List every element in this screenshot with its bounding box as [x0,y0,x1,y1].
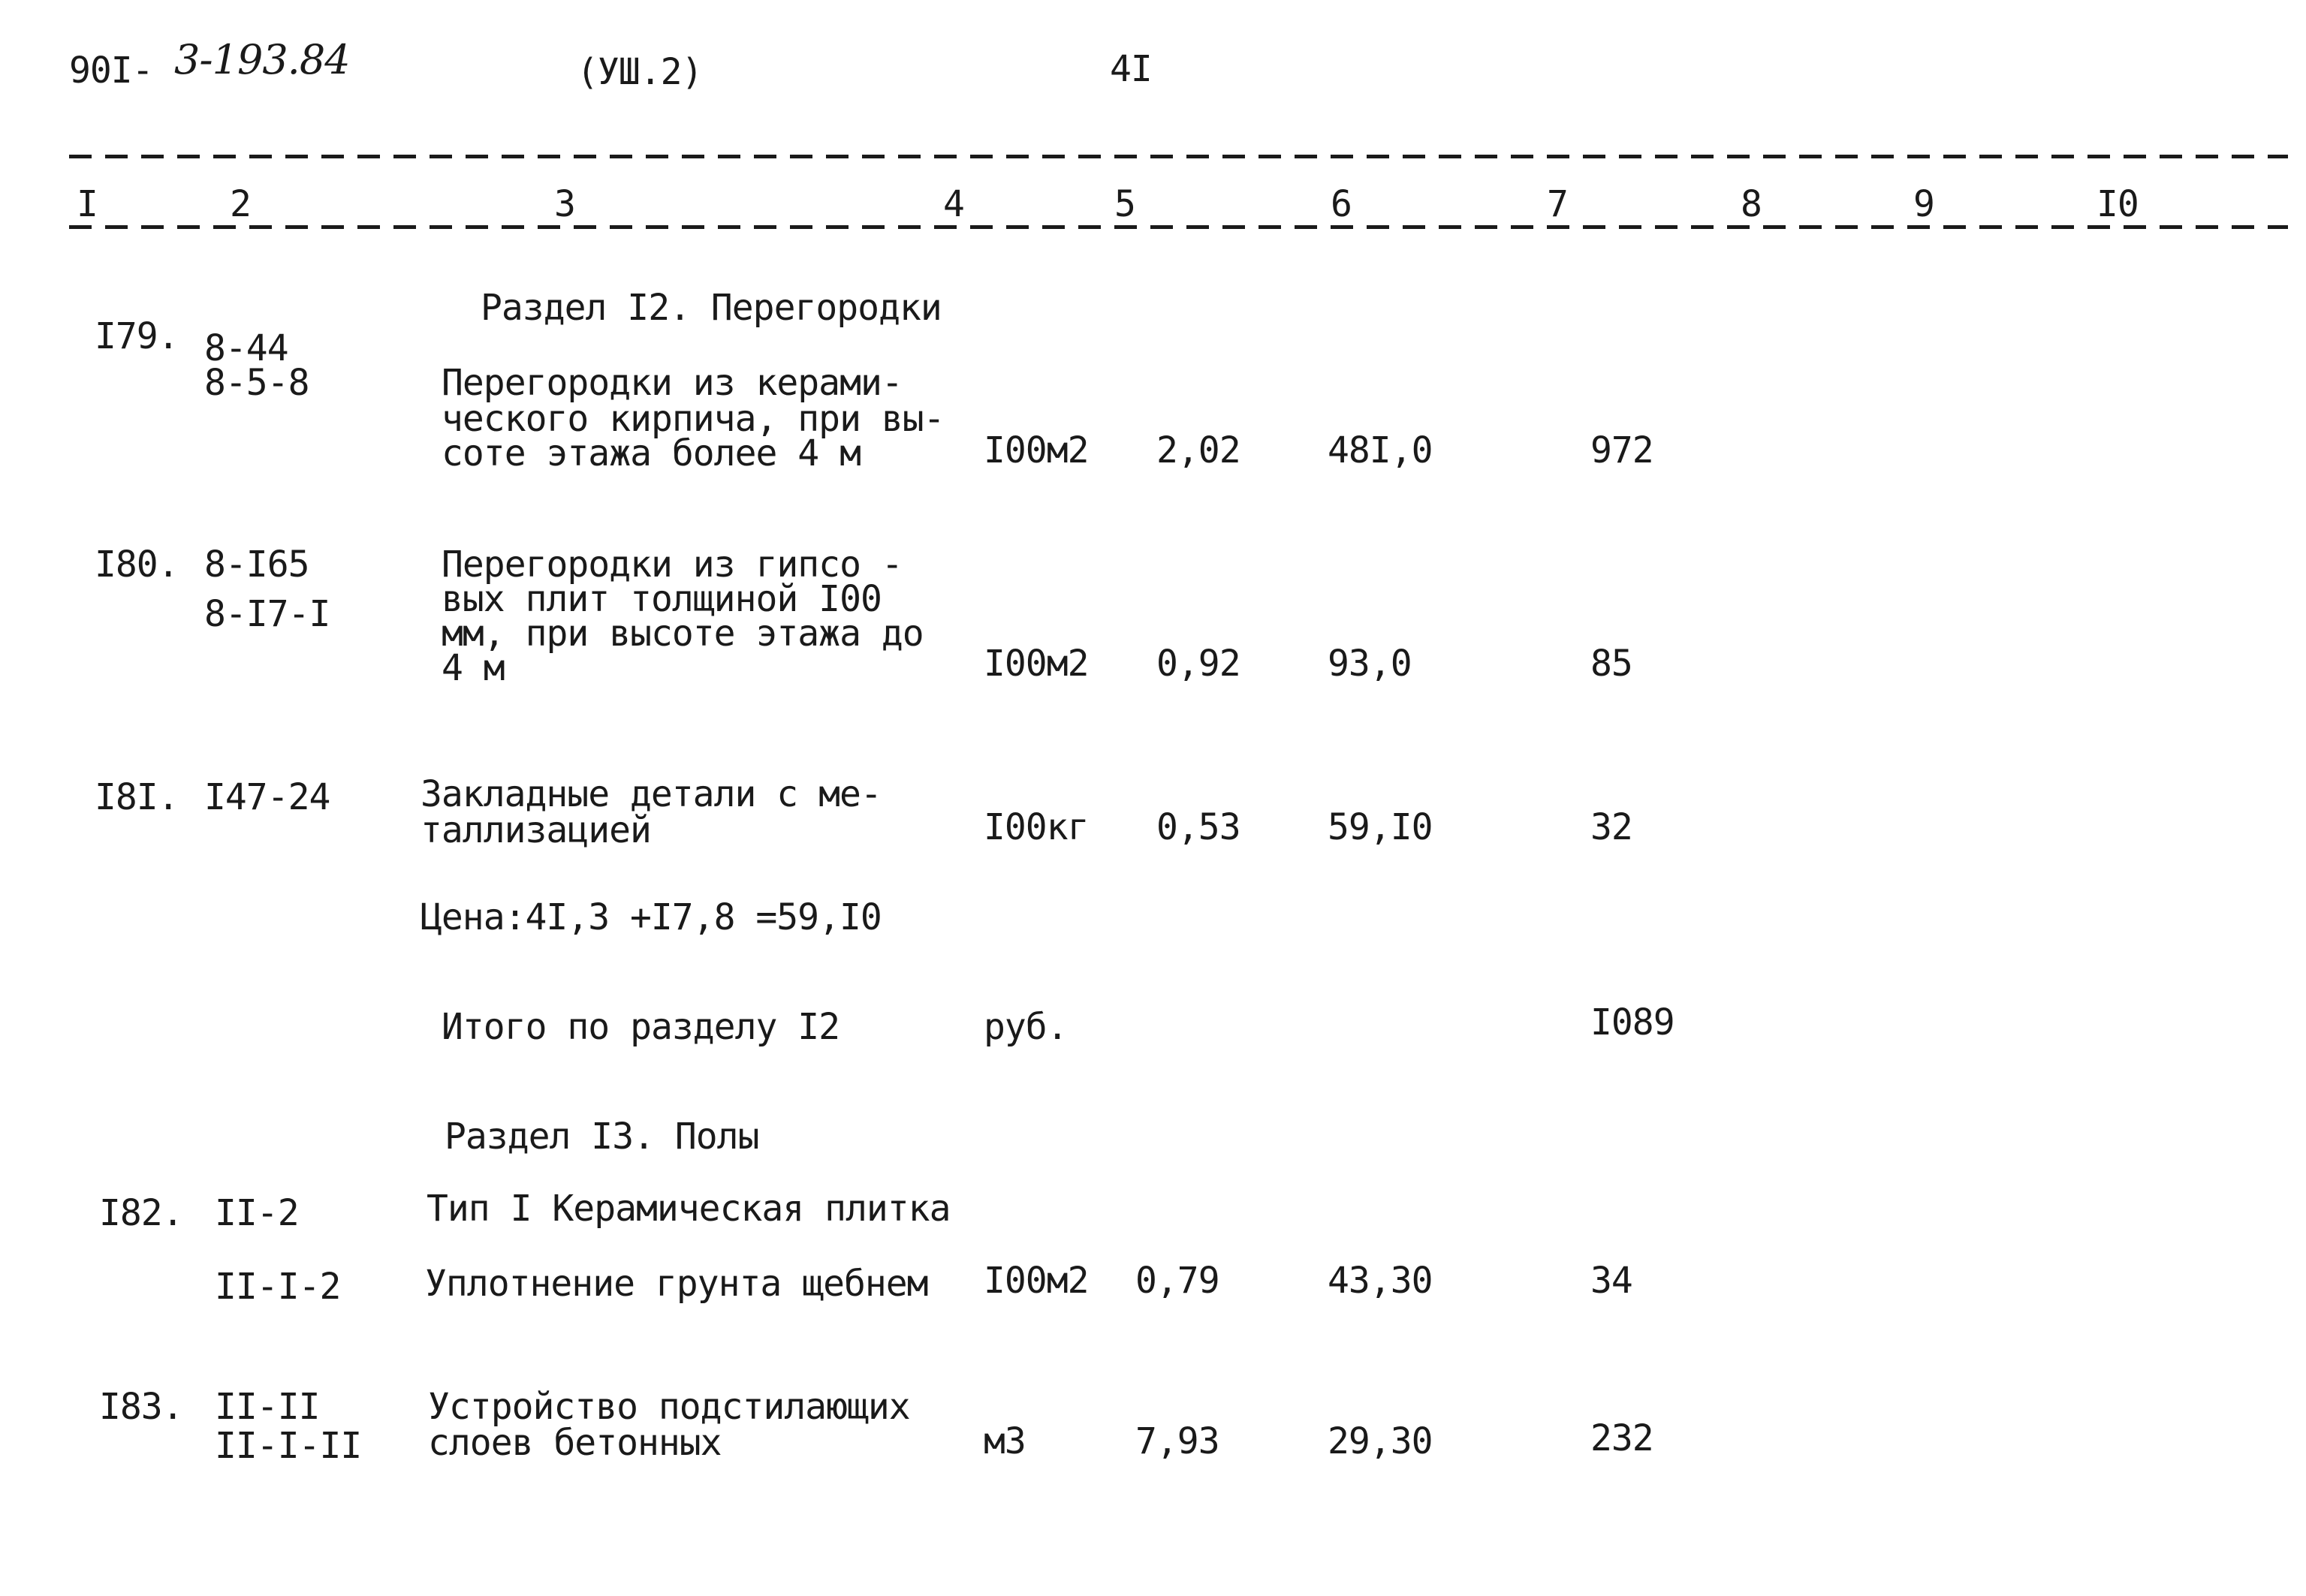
description-line: Перегородки из гипсо - [442,544,903,586]
norm-code: 8-5-8 [204,362,309,404]
top-rule [69,155,2288,158]
column-number: 6 [1331,183,1352,225]
description-line: Перегородки из керами- [442,362,903,404]
norm-code: II-2 [215,1192,299,1234]
unit: м3 [984,1420,1026,1462]
row-number: I79. [95,315,179,357]
row-number: I80. [95,544,179,586]
column-number: 5 [1114,183,1135,225]
price-note: Цена:4I,3 +I7,8 =59,I0 [421,896,882,938]
column-number: 4 [943,183,964,225]
quantity: 0,79 [1135,1260,1219,1302]
norm-code: II-I-II [215,1425,362,1467]
album-label: (УШ.2) [577,51,703,93]
column-number: 3 [554,183,575,225]
total-cost: 232 [1590,1417,1653,1459]
unit-price: 93,0 [1328,643,1412,685]
total-cost: 34 [1590,1260,1632,1302]
quantity: 0,53 [1156,806,1240,848]
unit-price: 43,30 [1328,1260,1433,1302]
section-subtitle: Тип I Керамическая плитка [427,1188,951,1230]
unit: I00м2 [984,643,1089,685]
column-number: I0 [2097,183,2139,225]
quantity: 0,92 [1156,643,1240,685]
description-line: Уплотнение грунта щебнем [425,1263,928,1305]
norm-code: 8-44 [204,327,288,369]
column-number: 2 [230,183,251,225]
column-number: 7 [1547,183,1568,225]
doc-code-handwritten: 3-193.84 [174,36,350,83]
row-number: I83. [99,1386,183,1428]
description-line: 4 м [442,647,505,689]
total-cost: 972 [1590,429,1653,471]
column-number: 9 [1913,183,1934,225]
section-title: Раздел I2. Перегородки [481,287,942,329]
quantity: 2,02 [1156,429,1240,471]
unit-price: 48I,0 [1328,429,1433,471]
norm-code: 8-I65 [204,544,309,586]
section-total-unit: руб. [984,1006,1068,1048]
unit: I00м2 [984,1260,1089,1302]
section-title: Раздел I3. Полы [445,1116,759,1158]
unit: I00м2 [984,429,1089,471]
row-number: I82. [99,1192,183,1234]
unit-price: 29,30 [1328,1420,1433,1462]
quantity: 7,93 [1135,1420,1219,1462]
column-number: I [77,183,98,225]
description-line: ческого кирпича, при вы- [442,398,945,440]
description-line: слоев бетонных [428,1422,722,1464]
description-line: вых плит толщиной I00 [442,578,882,620]
norm-code: 8-I7-I [204,593,330,635]
description-line: Устройство подстилающих [428,1386,910,1428]
column-number: 8 [1741,183,1762,225]
unit: I00кг [984,806,1089,848]
total-cost: 85 [1590,643,1632,685]
unit-price: 59,I0 [1328,806,1433,848]
norm-code: I47-24 [204,776,330,818]
row-number: I8I. [95,776,179,818]
section-total-label: Итого по разделу I2 [442,1006,840,1048]
description-line: мм, при высоте этажа до [442,613,924,655]
norm-code: II-II [215,1386,320,1428]
doc-code: 90I- [69,50,153,92]
section-total-value: I089 [1590,1001,1674,1043]
total-cost: 32 [1590,806,1632,848]
norm-code: II-I-2 [215,1266,341,1308]
header-rule [69,225,2288,229]
description-line: Закладные детали с ме- [421,773,882,815]
description-line: таллизацией [421,809,651,851]
description-line: соте этажа более 4 м [442,432,861,474]
page-number: 4I [1110,48,1152,90]
